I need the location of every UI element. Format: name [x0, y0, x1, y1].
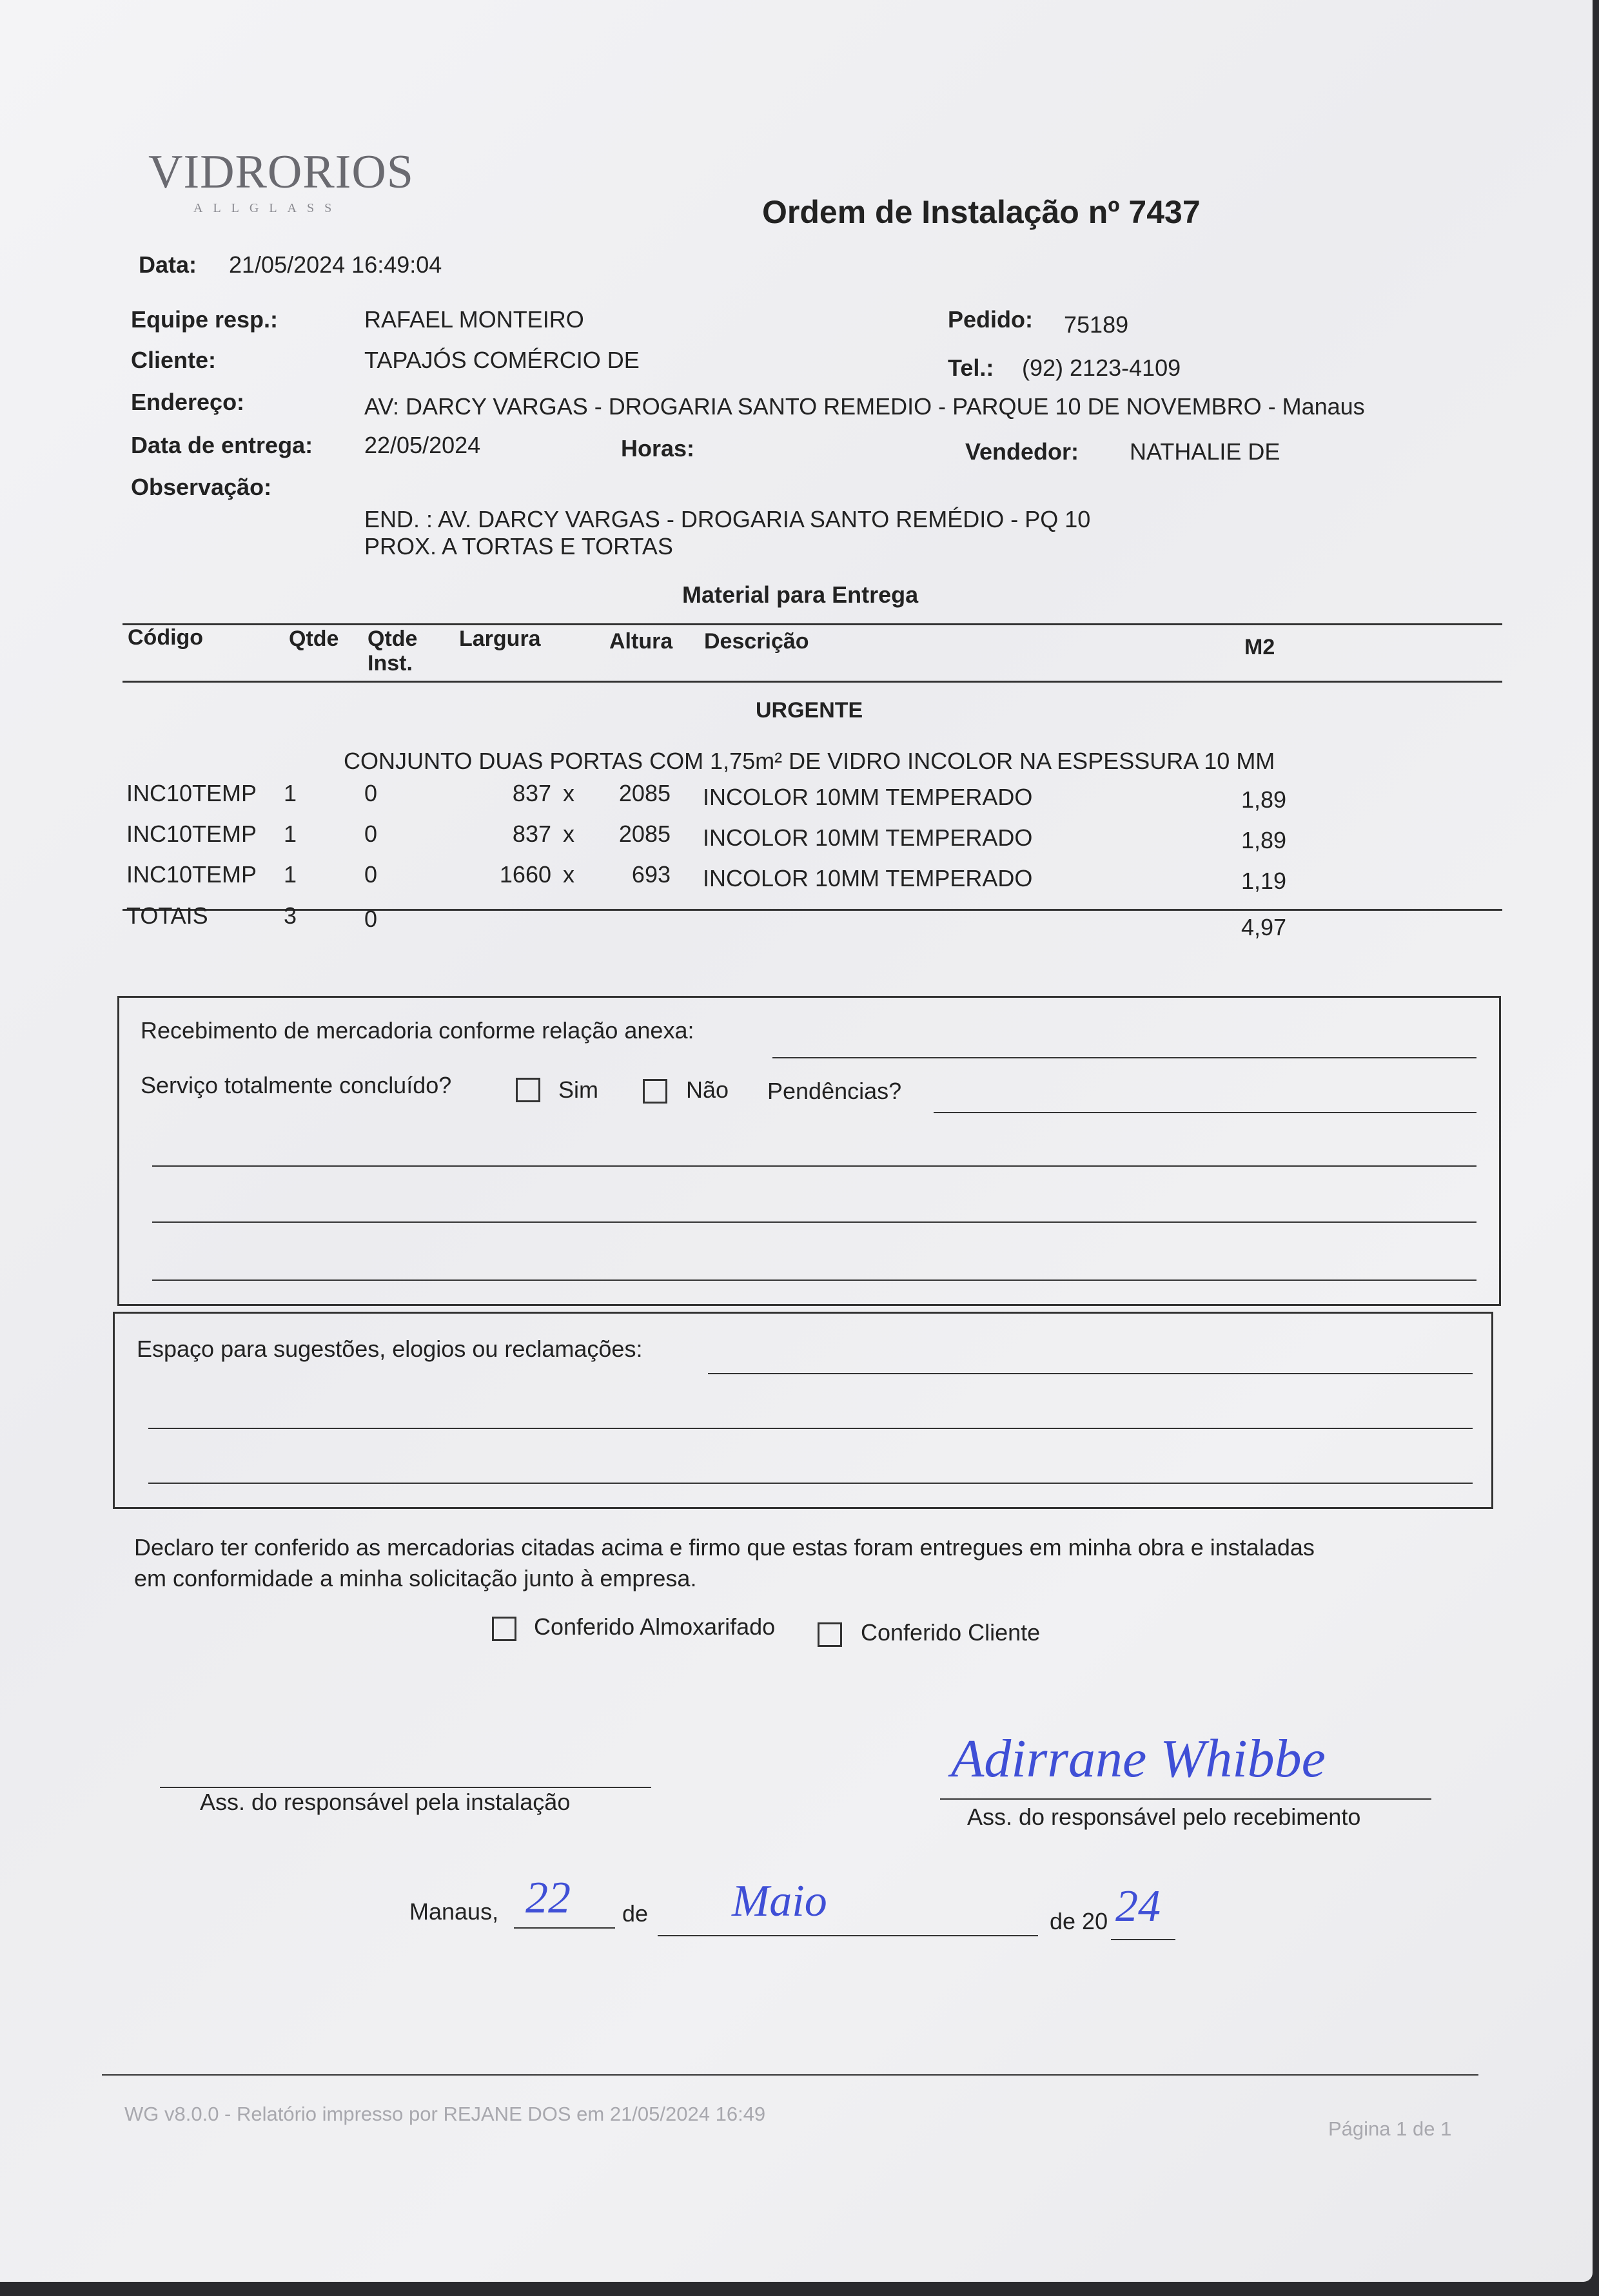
pending-line[interactable]: [934, 1112, 1476, 1113]
phone-label: Tel.:: [948, 355, 994, 381]
row-description: INCOLOR 10MM TEMPERADO: [703, 824, 1033, 851]
service-yes-label: Sim: [558, 1076, 598, 1103]
row-width: 1660: [499, 861, 551, 888]
order-value: 75189: [1064, 311, 1129, 338]
seller-value: NATHALIE DE: [1130, 438, 1280, 465]
suggestions-label: Espaço para sugestões, elogios ou reclamações:: [137, 1336, 643, 1362]
row-description: INCOLOR 10MM TEMPERADO: [703, 865, 1033, 891]
row-code: INC10TEMP: [126, 780, 257, 806]
receipt-notes-line-2[interactable]: [152, 1221, 1476, 1223]
address-label: Endereço:: [131, 389, 245, 415]
receiver-signature: Adirrane Whibbe: [951, 1729, 1326, 1789]
col-header-code: Código: [128, 625, 204, 650]
year-line[interactable]: [1111, 1939, 1175, 1940]
month-line[interactable]: [658, 1935, 1038, 1936]
row-times: x: [563, 780, 574, 806]
company-logo-subtitle: ALLGLASS: [193, 201, 342, 215]
receipt-notes-line-1[interactable]: [152, 1165, 1476, 1167]
declaration-line-2: em conformidade a minha solicitação junto à empresa.: [134, 1565, 697, 1591]
row-m2: 1,19: [1241, 868, 1287, 894]
service-no-checkbox[interactable]: [643, 1079, 667, 1104]
phone-value: (92) 2123-4109: [1022, 355, 1181, 381]
team-value: RAFAEL MONTEIRO: [364, 306, 584, 333]
delivery-date-value: 22/05/2024: [364, 432, 481, 458]
totals-m2: 4,97: [1241, 914, 1287, 940]
warehouse-checked-label: Conferido Almoxarifado: [534, 1613, 776, 1640]
observation-line-1: END. : AV. DARCY VARGAS - DROGARIA SANTO REMÉDIO - PQ 10: [364, 506, 1091, 532]
row-qty: 1: [284, 780, 297, 806]
company-logo: VIDRORIOS: [148, 146, 414, 199]
order-label: Pedido:: [948, 306, 1033, 333]
receipt-conformity-label: Recebimento de mercadoria conforme relação anexa:: [141, 1017, 694, 1044]
delivery-date-label: Data de entrega:: [131, 432, 313, 458]
row-width: 837: [512, 780, 551, 806]
row-height: 693: [631, 861, 671, 888]
installer-signature-label: Ass. do responsável pela instalação: [200, 1789, 571, 1815]
year-handwritten: 24: [1115, 1882, 1161, 1931]
team-label: Equipe resp.:: [131, 306, 279, 333]
warehouse-checked-checkbox[interactable]: [492, 1617, 516, 1641]
suggestions-line-2[interactable]: [148, 1428, 1473, 1429]
row-height: 2085: [618, 780, 671, 806]
col-header-height: Altura: [609, 629, 673, 654]
urgent-label: URGENTE: [756, 698, 863, 723]
row-description: INCOLOR 10MM TEMPERADO: [703, 784, 1033, 810]
row-m2: 1,89: [1241, 827, 1287, 853]
col-header-m2: M2: [1244, 635, 1275, 659]
client-value: TAPAJÓS COMÉRCIO DE: [364, 347, 640, 373]
client-checked-label: Conferido Cliente: [861, 1619, 1041, 1646]
day-line[interactable]: [514, 1927, 615, 1929]
hours-label: Horas:: [621, 435, 695, 462]
table-totals-rule: [123, 909, 1502, 911]
row-qty: 1: [284, 821, 297, 847]
seller-label: Vendedor:: [965, 438, 1079, 465]
row-code: INC10TEMP: [126, 821, 257, 847]
totals-qty: 3: [284, 902, 297, 929]
pending-label: Pendências?: [767, 1078, 902, 1104]
address-value: AV: DARCY VARGAS - DROGARIA SANTO REMEDIO - PARQUE 10 DE NOVEMBRO - Manaus: [364, 393, 1365, 420]
set-description: CONJUNTO DUAS PORTAS COM 1,75m² DE VIDRO INCOLOR NA ESPESSURA 10 MM: [344, 748, 1275, 774]
service-completed-question: Serviço totalmente concluído?: [141, 1072, 452, 1098]
service-yes-checkbox[interactable]: [516, 1078, 540, 1102]
col-header-width: Largura: [459, 627, 541, 651]
col-header-qty-inst-2: Inst.: [368, 651, 413, 676]
row-times: x: [563, 821, 574, 847]
receipt-notes-line-3[interactable]: [152, 1279, 1476, 1281]
footer-page-number: Página 1 de 1: [1328, 2117, 1452, 2140]
footer-print-info: WG v8.0.0 - Relatório impresso por REJANE DOS em 21/05/2024 16:49: [124, 2103, 766, 2125]
page-title: Ordem de Instalação nº 7437: [762, 194, 1201, 230]
declaration-line-1: Declaro ter conferido as mercadorias citadas acima e firmo que estas foram entregues em minha obra e instaladas: [134, 1534, 1315, 1561]
col-header-description: Descrição: [704, 629, 809, 654]
row-code: INC10TEMP: [126, 861, 257, 888]
client-label: Cliente:: [131, 347, 217, 373]
suggestions-line-1[interactable]: [708, 1373, 1473, 1374]
col-header-qty: Qtde: [289, 627, 339, 651]
receiver-signature-line[interactable]: [940, 1798, 1431, 1800]
date-de-2: de 20: [1050, 1908, 1108, 1934]
service-no-label: Não: [686, 1076, 729, 1103]
row-qty-inst: 0: [364, 821, 378, 847]
observation-label: Observação:: [131, 474, 272, 500]
col-header-qty-inst-1: Qtde: [368, 627, 418, 651]
row-qty-inst: 0: [364, 861, 378, 888]
row-times: x: [563, 861, 574, 888]
date-value: 21/05/2024 16:49:04: [229, 251, 442, 278]
row-m2: 1,89: [1241, 786, 1287, 813]
row-width: 837: [512, 821, 551, 847]
row-qty: 1: [284, 861, 297, 888]
totals-qty-inst: 0: [364, 906, 378, 932]
footer-rule: [102, 2074, 1478, 2076]
suggestions-line-3[interactable]: [148, 1483, 1473, 1484]
totals-label: TOTAIS: [126, 902, 208, 929]
materials-section-title: Material para Entrega: [682, 581, 919, 608]
day-handwritten: 22: [525, 1873, 571, 1923]
city-label: Manaus,: [409, 1898, 499, 1925]
receiver-signature-label: Ass. do responsável pelo recebimento: [967, 1804, 1361, 1830]
client-checked-checkbox[interactable]: [818, 1622, 842, 1647]
table-header-rule: [123, 681, 1502, 683]
date-de-1: de: [622, 1900, 649, 1927]
receipt-conformity-line[interactable]: [772, 1057, 1476, 1058]
date-label: Data:: [139, 251, 197, 278]
month-handwritten: Maio: [732, 1876, 827, 1926]
installer-signature-line[interactable]: [160, 1787, 651, 1788]
row-qty-inst: 0: [364, 780, 378, 806]
observation-line-2: PROX. A TORTAS E TORTAS: [364, 533, 673, 559]
row-height: 2085: [618, 821, 671, 847]
table-top-rule: [123, 623, 1502, 625]
